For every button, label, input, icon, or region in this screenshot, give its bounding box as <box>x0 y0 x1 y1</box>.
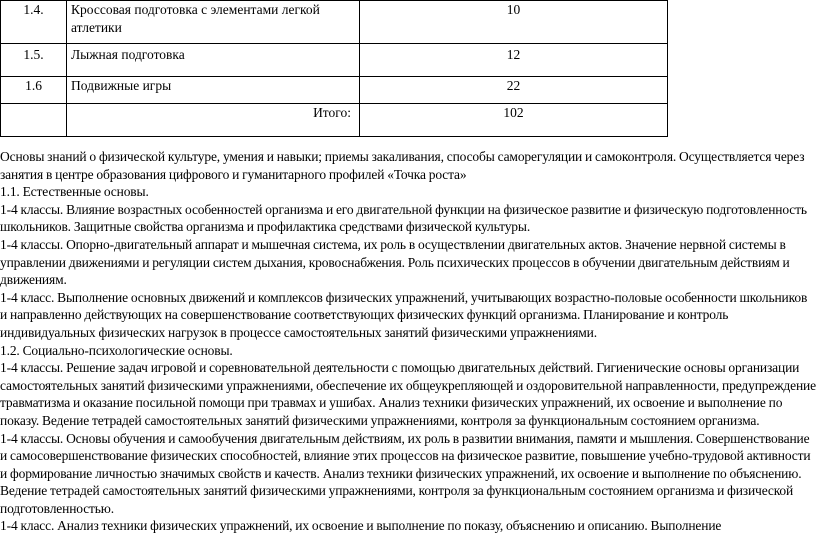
curriculum-table <box>0 0 668 137</box>
paragraph: 1-4 класс. Анализ техники физических упражнений, их освоение и выполнение по показу, объяснению и описанию. Выполнение <box>0 518 722 534</box>
paragraph: 1-4 классы. Основы обучения и самообучения двигательным действиям, их роль в развитии внимания, памяти и мышления. Совершенствование и самосовершенствование физических способностей, влияние этих процессов на физическое развитие, повышение учебно-трудовой активности и формирование личностью значимых свойств и качеств. Анализ техники физических упражнений, их освоение и выполнение по объяснению. Ведение тетрадей самостоятельных занятий физическими упражнениями, контроля за функциональным состоянием организма и физической подготовленностью. <box>0 430 811 516</box>
row-number: 1.6 <box>1 77 67 104</box>
row-hours: 10 <box>360 1 668 44</box>
paragraph: 1-4 классы. Влияние возрастных особенностей организма и его двигательной функции на физическое развитие и физическую подготовленность школьников. Защитные свойства организма и профилактика средствами физической культуры. <box>0 201 807 235</box>
paragraph: 1-4 классы. Решение задач игровой и соревновательной деятельности с помощью двигательных действий. Гигиенические основы организации самостоятельных занятий физическими упражнениями, обеспечение их общеукрепляющей и оздоровительной направленности, предупреждение травматизма и оказание посильной помощи при травмах и ушибах. Анализ техники физических упражнений, их освоение и выполнение по показу. Ведение тетрадей самостоятельных занятий физическими упражнениями, контроля за функциональным состоянием организма. <box>0 360 816 428</box>
total-value: 102 <box>360 104 668 137</box>
row-hours: 12 <box>360 44 668 77</box>
table-row <box>1 44 668 77</box>
row-hours: 22 <box>360 77 668 104</box>
total-label: Итого: <box>67 104 360 137</box>
row-number: 1.5. <box>1 44 67 77</box>
row-topic: Лыжная подготовка <box>67 44 360 77</box>
paragraph: 1-4 класс. Выполнение основных движений и комплексов физических упражнений, учитывающих возрастно-половые особенности школьников и направленно действующих на совершенствование соответствующих физических функций организма. Планирование и контроль индивидуальных физических нагрузок в процессе самостоятельных занятий физическими упражнениями. <box>0 289 808 340</box>
row-number: 1.4. <box>1 1 67 44</box>
section-heading: 1.2. Социально-психологические основы. <box>0 342 233 358</box>
total-empty-cell <box>1 104 67 137</box>
paragraph: 1-4 классы. Опорно-двигательный аппарат и мышечная система, их роль в осуществлении двигательных актов. Значение нервной системы в управлении движениями и регуляции систем дыхания, кровоснабжения. Роль психических процессов в обучении двигательным действиям и движениям. <box>0 236 790 288</box>
table-total-row <box>1 104 668 137</box>
paragraph: Основы знаний о физической культуре, умения и навыки; приемы закаливания, способы саморегуляции и самоконтроля. Осуществляется через занятия в центре образования цифрового и гуманитарного профилей «Точка роста» <box>0 149 805 182</box>
table-row <box>1 77 668 104</box>
body-text <box>0 148 816 535</box>
row-topic: Кроссовая подготовка с элементами легкой атлетики <box>67 1 360 44</box>
row-topic: Подвижные игры <box>67 77 360 104</box>
table-row <box>1 1 668 44</box>
section-heading: 1.1. Естественные основы. <box>0 184 149 200</box>
